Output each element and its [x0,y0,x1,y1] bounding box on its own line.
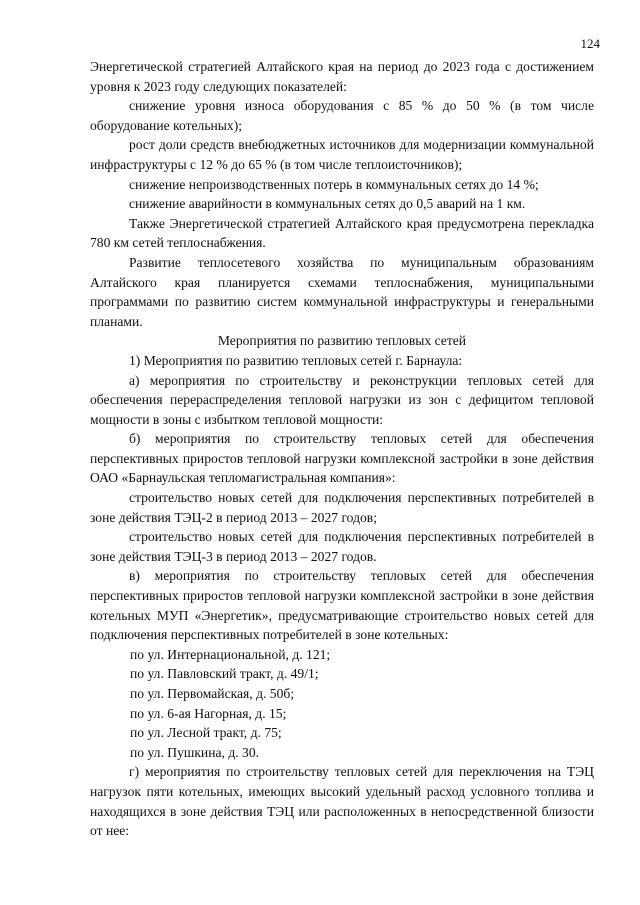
paragraph: в) мероприятия по строительству тепловых сетей для обеспечения перспективных приростов тепловой нагрузки комплексной застройки в зоне действия котельных МУП «Энергетик», предусматривающие строительство новых сетей для подключения перспективных потребителей в зоне котельных: [90,568,594,643]
section-heading: Мероприятия по развитию тепловых сетей [217,333,467,349]
list-item: рост доли средств внебюджетных источников для модернизации коммунальной инфраструктуры с 12 % до 65 % (в том числе теплоисточников); [90,137,594,172]
subsection-heading: 1) Мероприятия по развитию тепловых сетей г. Барнаула: [129,352,463,368]
paragraph: а) мероприятия по строительству и реконструкции тепловых сетей для обеспечения перераспределения тепловой нагрузки из зон с дефицитом тепловой мощности в зоны с избытком тепловой мощности: [90,372,594,427]
address-item: по ул. 6-ая Нагорная, д. 15; [130,705,287,721]
list-item: снижение уровня износа оборудования с 85 % до 50 % (в том числе оборудование котельных); [90,98,594,133]
paragraph: г) мероприятия по строительству тепловых сетей для переключения на ТЭЦ нагрузок пяти котельных, имеющих высокий удельный расход условного топлива и находящихся в зоне действия ТЭЦ или расположенных в непосредственной близости от нее: [90,764,594,839]
list-item: снижение аварийности в коммунальных сетях до 0,5 аварий на 1 км. [129,196,526,212]
paragraph: Развитие теплосетевого хозяйства по муниципальным образованиям Алтайского края планируется схемами теплоснабжения, муниципальными программами по развитию систем коммунальной инфраструктуры и генеральными планами. [90,254,594,329]
paragraph: б) мероприятия по строительству тепловых сетей для обеспечения перспективных приростов тепловой нагрузки комплексной застройки в зоне действия ОАО «Барнаульская тепломагистральная компания»: [90,431,594,486]
address-item: по ул. Лесной тракт, д. 75; [130,725,282,741]
page-number: 124 [580,36,600,51]
paragraph: Энергетической стратегией Алтайского края на период до 2023 года с достижением уровня к 2023 году следующих показателей: [90,59,594,94]
list-item: снижение непроизводственных потерь в коммунальных сетях до 14 %; [129,176,539,192]
paragraph: Также Энергетической стратегией Алтайского края предусмотрена перекладка 780 км сетей теплоснабжения. [90,215,594,251]
list-item: строительство новых сетей для подключения перспективных потребителей в зоне действия ТЭЦ-3 в период 2013 – 2027 годов. [90,529,594,564]
list-item: строительство новых сетей для подключения перспективных потребителей в зоне действия ТЭЦ-2 в период 2013 – 2027 годов; [90,490,594,525]
document-body [90,57,594,841]
address-item: по ул. Первомайская, д. 50б; [130,686,295,701]
address-item: по ул. Интернациональной, д. 121; [130,646,331,662]
address-item: по ул. Пушкина, д. 30. [130,744,260,760]
address-item: по ул. Павловский тракт, д. 49/1; [130,666,319,682]
